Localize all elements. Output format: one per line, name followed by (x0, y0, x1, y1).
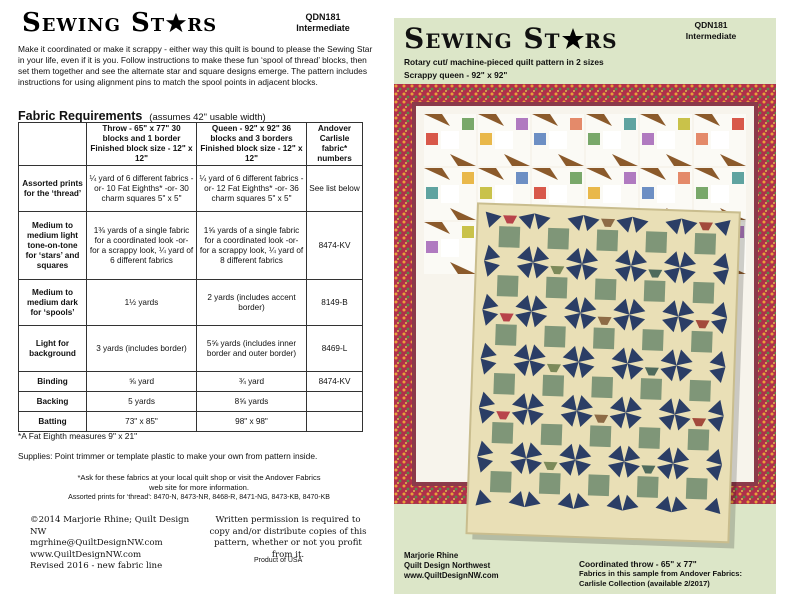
quilt-square (441, 131, 459, 149)
quilt-thread (534, 187, 546, 199)
quilt-thread (678, 118, 690, 130)
quilt-thread (426, 241, 438, 253)
table-cell: 98" x 98" (197, 412, 307, 432)
copyright-line: ©2014 Marjorie Rhine; Quilt Design NW (30, 515, 190, 537)
table-cell: Light for background (19, 326, 87, 372)
quilt-square (595, 279, 617, 301)
table-cell: 8⅝ yards (197, 392, 307, 412)
table-cell (307, 412, 363, 432)
table-cell: Assorted prints for the ‘thread’ (19, 166, 87, 212)
queen-size-label: Scrappy queen - 92" x 92" (404, 70, 508, 80)
table-cell: 8149-B (307, 280, 363, 326)
fat-eighth-note: *A Fat Eighth measures 9" x 21" (18, 431, 138, 441)
quilt-square (495, 324, 517, 346)
quilt-square (541, 424, 563, 446)
quilt-thread (534, 133, 546, 145)
quilt-square (686, 478, 708, 500)
quilt-square (644, 280, 666, 302)
brand-title-prefix: Sewing St (22, 8, 166, 38)
fabrics-line-2: Carlisle Collection (available 2/2017) (579, 579, 710, 588)
quilt-square (588, 474, 610, 496)
table-cell: 8469-L (307, 326, 363, 372)
quilt-square (637, 476, 659, 498)
fabrics-line-1: Fabrics in this sample from Andover Fabrics: (579, 569, 743, 578)
throw-size-label: Coordinated throw - 65" x 77" (579, 559, 697, 569)
quilt-thread (696, 187, 708, 199)
pattern-code (288, 12, 358, 34)
table-row (19, 166, 363, 212)
quilt-thread (480, 187, 492, 199)
table-cell: 5⅝ yards (includes inner border and outer border) (197, 326, 307, 372)
cover-panel (394, 18, 776, 594)
pattern-code-number: QDN181 (305, 12, 341, 22)
table-row (19, 280, 363, 326)
revision-line: Revised 2016 - new fabric line (30, 561, 163, 571)
quilt-square (711, 131, 729, 149)
table-cell: ¼ yard of 6 different fabrics -or- 10 Fat Eighths* -or- 30 charm squares 5" x 5" (87, 166, 197, 212)
email-link[interactable]: mgrhine@QuiltDesignNW.com (30, 538, 163, 548)
quilt-thread (570, 172, 582, 184)
quilt-square (693, 282, 715, 304)
quilt-square (711, 185, 729, 203)
quilt-square (492, 422, 514, 444)
quilt-square (544, 326, 566, 348)
product-origin: Product of USA (254, 557, 303, 564)
quilt-thread (480, 133, 492, 145)
quilt-square (694, 233, 716, 255)
cover-brand-suffix: rs (584, 22, 618, 55)
quilt-thread (462, 118, 474, 130)
fabric-availability-note (18, 473, 380, 503)
author-website-link[interactable]: www.QuiltDesignNW.com (404, 571, 499, 580)
quilt-square (590, 425, 612, 447)
table-cell: ¼ yard of 6 different fabrics -or- 12 Fat Eighths* -or- 36 charm squares 5" x 5" (197, 166, 307, 212)
table-cell: 1½ yards (87, 280, 197, 326)
sample-fabric-info (579, 559, 769, 589)
quilt-thread (642, 133, 654, 145)
table-row (19, 212, 363, 280)
cover-level: Intermediate (685, 30, 737, 41)
quilt-thread (642, 187, 654, 199)
table-cell: Batting (19, 412, 87, 432)
copyright-block (30, 515, 190, 573)
left-page (0, 0, 390, 613)
quilt-square (495, 131, 513, 149)
quilt-square (691, 331, 713, 353)
quilt-square (547, 228, 569, 250)
quilt-thread (732, 172, 744, 184)
table-cell: ⅝ yard (87, 372, 197, 392)
quilt-square (645, 231, 667, 253)
quilt-square (642, 329, 664, 351)
quilt-thread (588, 187, 600, 199)
quilt-square (640, 378, 662, 400)
intro-paragraph: Make it coordinated or make it scrappy - either way this quilt is bound to please the Sewing Star in your life, even if it is you. Follow instructions to make these fun ‘spool of thread’ blocks, then set them together and see the alternate star and square designs emerge. The pattern includes instructions for using alignment pins to match the spool points in adjacent blocks. (18, 44, 373, 87)
cover-subtitle: Rotary cut/ machine-pieced quilt pattern in 2 sizes (404, 57, 604, 67)
brand-title (22, 8, 217, 38)
star-icon (165, 12, 187, 34)
table-cell: 5 yards (87, 392, 197, 412)
cover-code-number: QDN181 (694, 20, 728, 30)
table-row (19, 326, 363, 372)
cover-brand-title (404, 22, 618, 55)
table-row (19, 372, 363, 392)
quilt-square (639, 427, 661, 449)
quilt-thread (462, 172, 474, 184)
quilt-square (603, 131, 621, 149)
quilt-thread (696, 133, 708, 145)
author-block (404, 551, 499, 581)
quilt-square (499, 226, 521, 248)
quilt-square (539, 473, 561, 495)
cover-brand-prefix: Sewing St (404, 22, 561, 55)
ask-line-1: *Ask for these fabrics at your local quilt shop or visit the Andover Fabrics (77, 473, 321, 482)
quilt-square (549, 185, 567, 203)
quilt-thread (678, 172, 690, 184)
quilt-square (591, 376, 613, 398)
fabric-title: Fabric Requirements (18, 109, 143, 123)
quilt-square (657, 131, 675, 149)
table-cell: 1⅜ yards of a single fabric for a coordinated look -or- for a scrappy look, ¼ yard of 6 different fabrics (87, 212, 197, 280)
fabric-assume: (assumes 42" usable width) (149, 112, 266, 123)
quilt-square (596, 230, 618, 252)
quilt-thread (588, 133, 600, 145)
supplies-note: Supplies: Point trimmer or template plastic to make your own from pattern inside. (18, 451, 318, 461)
quilt-thread (516, 118, 528, 130)
brand-title-suffix: rs (187, 8, 218, 38)
quilt-square (603, 185, 621, 203)
quilt-thread (732, 118, 744, 130)
fabric-table (18, 122, 363, 432)
cover-pattern-code (674, 20, 748, 41)
table-row (19, 412, 363, 432)
quilt-thread (426, 187, 438, 199)
table-cell: See list below (307, 166, 363, 212)
quilt-thread (516, 172, 528, 184)
quilt-square (689, 380, 711, 402)
fabric-requirements-heading (18, 109, 266, 123)
table-cell: Binding (19, 372, 87, 392)
star-icon (561, 27, 585, 51)
quilt-square (688, 429, 710, 451)
table-cell (307, 392, 363, 412)
table-header-cell: Throw - 65" x 77" 30 blocks and 1 border Finished block size - 12" x 12" (87, 123, 197, 166)
quilt-square (593, 327, 615, 349)
quilt-square (542, 375, 564, 397)
table-header-cell: Andover Carlisle fabric* numbers (307, 123, 363, 166)
table-header-row (19, 123, 363, 166)
author-company: Quilt Design Northwest (404, 561, 491, 570)
quilt-thread (624, 118, 636, 130)
quilt-square (657, 185, 675, 203)
quilt-thread (570, 118, 582, 130)
quilt-square (549, 131, 567, 149)
table-cell: 3 yards (includes border) (87, 326, 197, 372)
table-header-cell: Queen - 92" x 92" 36 blocks and 3 borders Finished block size - 12" x 12" (197, 123, 307, 166)
table-cell: Backing (19, 392, 87, 412)
quilt-square (495, 185, 513, 203)
table-cell: Medium to medium dark for ‘spools’ (19, 280, 87, 326)
table-row (19, 392, 363, 412)
quilt-square (497, 275, 519, 297)
table-cell: ¾ yard (197, 372, 307, 392)
table-cell: 2 yards (includes accent border) (197, 280, 307, 326)
quilt-square (441, 185, 459, 203)
table-header-cell (19, 123, 87, 166)
permission-note: Written permission is required to copy and/or distribute copies of this pattern, whether or not you profit from it. (209, 515, 367, 560)
throw-quilt-image (472, 208, 744, 548)
table-cell: 8474-KV (307, 372, 363, 392)
quilt-square (493, 373, 515, 395)
author-name: Marjorie Rhine (404, 551, 459, 560)
table-cell: 1⅝ yards of a single fabric for a coordinated look -or- for a scrappy look, ¼ yard of 8 different fabrics (197, 212, 307, 280)
table-cell: 8474-KV (307, 212, 363, 280)
quilt-square (490, 471, 512, 493)
table-cell: Medium to medium light tone-on-tone for ‘stars’ and squares (19, 212, 87, 280)
pattern-level: Intermediate (296, 23, 350, 33)
quilt-square (546, 277, 568, 299)
website-link[interactable]: www.QuiltDesignNW.com (30, 549, 142, 560)
quilt-square (441, 239, 459, 257)
ask-line-3: Assorted prints for ‘thread’: 8470-N, 8473-NR, 8468-R, 8471-NG, 8473-KB, 8470-KB (68, 494, 330, 501)
quilt-thread (624, 172, 636, 184)
quilt-thread (426, 133, 438, 145)
table-cell: 73" x 85" (87, 412, 197, 432)
ask-line-2: web site for more information. (148, 483, 250, 492)
